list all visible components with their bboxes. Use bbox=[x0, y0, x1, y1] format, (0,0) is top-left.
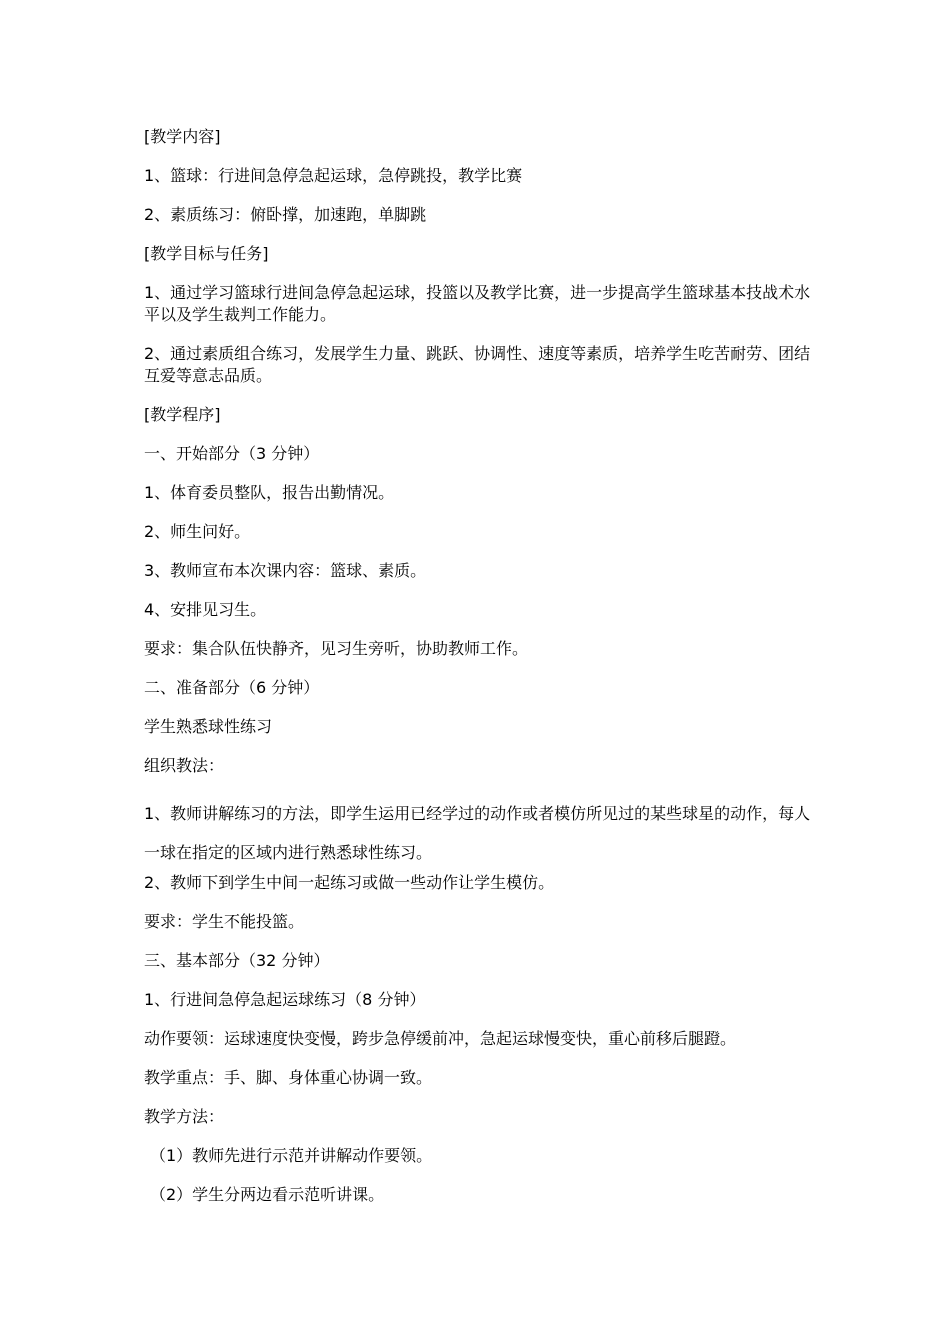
main-teaching-focus: 教学重点：手、脚、身体重心协调一致。 bbox=[144, 1068, 433, 1087]
warmup-requirement: 要求：学生不能投篮。 bbox=[144, 912, 305, 931]
warmup-method-2: 2、教师下到学生中间一起练习或做一些动作让学生模仿。 bbox=[144, 873, 555, 892]
part-heading-opening: 一、开始部分（3 分钟） bbox=[144, 444, 320, 463]
main-method-2: （2）学生分两边看示范听讲课。 bbox=[150, 1185, 385, 1204]
opening-step-4: 4、安排见习生。 bbox=[144, 600, 267, 619]
goal-item-2: 2、通过素质组合练习，发展学生力量、跳跃、协调性、速度等素质，培养学生吃苦耐劳、团结互爱等意志品质。 bbox=[144, 344, 811, 385]
opening-step-1: 1、体育委员整队，报告出勤情况。 bbox=[144, 483, 395, 502]
part-heading-main: 三、基本部分（32 分钟） bbox=[144, 951, 330, 970]
section-heading-procedure: [教学程序] bbox=[144, 405, 221, 424]
warmup-activity: 学生熟悉球性练习 bbox=[144, 717, 273, 736]
content-item-fitness: 2、素质练习：俯卧撑，加速跑，单脚跳 bbox=[144, 205, 427, 224]
part-heading-warmup: 二、准备部分（6 分钟） bbox=[144, 678, 320, 697]
content-item-basketball: 1、篮球：行进间急停急起运球，急停跳投，教学比赛 bbox=[144, 166, 523, 185]
main-key-points: 动作要领：运球速度快变慢，跨步急停缓前冲，急起运球慢变快，重心前移后腿蹬。 bbox=[144, 1029, 737, 1048]
opening-step-3: 3、教师宣布本次课内容：篮球、素质。 bbox=[144, 561, 427, 580]
opening-step-2: 2、师生问好。 bbox=[144, 522, 251, 541]
main-method-label: 教学方法： bbox=[144, 1107, 225, 1126]
document-body bbox=[144, 126, 814, 1223]
section-heading-content: [教学内容] bbox=[144, 127, 221, 146]
main-method-1: （1）教师先进行示范并讲解动作要领。 bbox=[150, 1146, 433, 1165]
warmup-method-1: 1、教师讲解练习的方法，即学生运用已经学过的动作或者模仿所见过的某些球星的动作，每人一球在指定的区域内进行熟悉球性练习。 bbox=[144, 804, 811, 862]
main-drill-1: 1、行进间急停急起运球练习（8 分钟） bbox=[144, 990, 426, 1009]
opening-requirement: 要求：集合队伍快静齐，见习生旁听，协助教师工作。 bbox=[144, 639, 529, 658]
warmup-method-label: 组织教法： bbox=[144, 756, 225, 775]
section-heading-goals: [教学目标与任务] bbox=[144, 244, 269, 263]
goal-item-1: 1、通过学习篮球行进间急停急起运球，投篮以及教学比赛，进一步提高学生篮球基本技战术水平以及学生裁判工作能力。 bbox=[144, 283, 811, 324]
